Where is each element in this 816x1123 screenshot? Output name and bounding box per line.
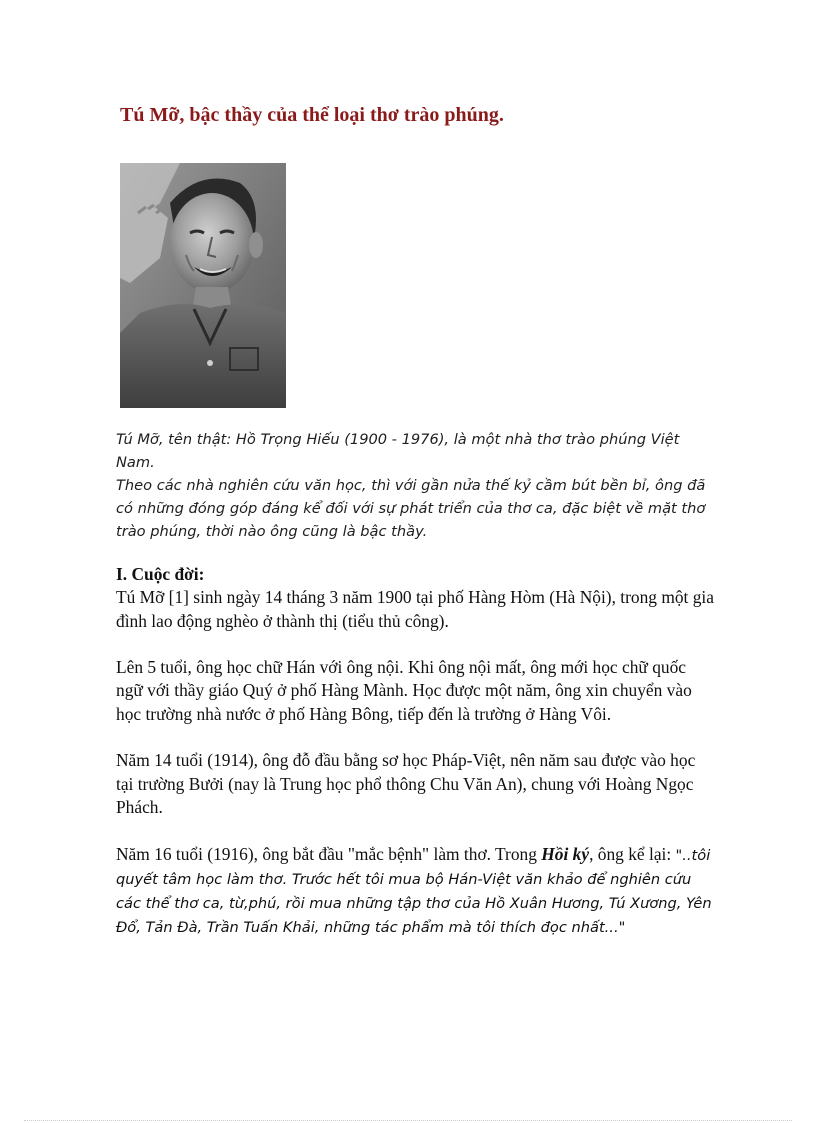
poetry-text-mid: , ông kể lại:: [589, 843, 676, 864]
poetry-text-start: Năm 16 tuổi (1916), ông bắt đầu "mắc bệnh" làm thơ. Trong: [116, 843, 542, 864]
memoir-quote: "..tôi quyết tâm học làm thơ. Trước hết tôi mua bộ Hán-Việt văn khảo để nghiên cứu các thể thơ ca, từ,phú, rồi mua những tập thơ của Hồ Xuân Hương, Tú Xương, Yên Đổ, Tản Đà, Trần Tuấn Khải, những tác phẩm mà tôi thích đọc nhất...": [116, 846, 712, 937]
photo-caption: [116, 428, 716, 543]
portrait-photo: [120, 163, 286, 408]
page-bottom-rule: [24, 1120, 792, 1121]
paragraph-childhood: Lên 5 tuổi, ông học chữ Hán với ông nội. Khi ông nội mất, ông mới học chữ quốc ngữ với thầy giáo Quý ở phố Hàng Mành. Học được một năm, ông xin chuyển vào học trường nhà nước ở phố Hàng Bông, tiếp đến là trường ở Hàng Vôi.: [116, 657, 692, 724]
memoir-title: Hồi ký: [541, 843, 590, 864]
biography-section: [116, 563, 716, 940]
section-heading: I. Cuộc đời:: [116, 564, 205, 584]
paragraph-poetry: [116, 843, 716, 940]
paragraph-school: Năm 14 tuổi (1914), ông đỗ đầu bằng sơ học Pháp-Việt, nên năm sau được vào học tại trường Bưởi (nay là Trung học phổ thông Chu Văn An), chung với Hoàng Ngọc Phách.: [116, 750, 696, 817]
page-title: Tú Mỡ, bậc thầy của thể loại thơ trào phúng.: [120, 104, 504, 126]
caption-intro: Tú Mỡ, tên thật: Hồ Trọng Hiếu (1900 - 1976), là một nhà thơ trào phúng Việt Nam.: [116, 431, 680, 471]
paragraph-birth: Tú Mỡ [1] sinh ngày 14 tháng 3 năm 1900 tại phố Hàng Hòm (Hà Nội), trong một gia đình lao động nghèo ở thành thị (tiểu thủ công).: [116, 587, 714, 631]
caption-summary: Theo các nhà nghiên cứu văn học, thì với gần nửa thế kỷ cầm bút bền bỉ, ông đã có những đóng góp đáng kể đối với sự phát triển của thơ ca, đặc biệt về mặt thơ trào phúng, thời nào ông cũng là bậc thầy.: [116, 477, 706, 540]
